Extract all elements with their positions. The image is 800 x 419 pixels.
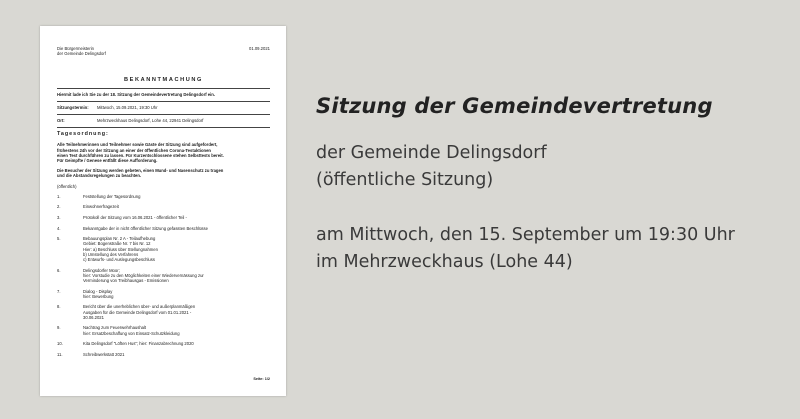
subtitle-line: (öffentliche Sitzung) <box>316 170 494 190</box>
agenda-item-number: 5. <box>57 236 61 242</box>
page-number: Seite: 1/2 <box>253 376 270 381</box>
notice-line: Die Besucher der Sitzung werden gebeten, einen Mund- und Nasenschutz zu tragen <box>57 168 224 174</box>
agenda-item-line: Schreibwerkstatt 2021 <box>83 351 125 357</box>
ort-value: Mehrzweckhaus Delingsdorf, Lohe 44, 22941 Delingsdorf <box>97 118 204 124</box>
sender-line: Die Bürgermeisterin <box>57 46 95 51</box>
sender-line: der Gemeinde Delingsdorf <box>57 51 106 57</box>
agenda-item-line: Bebauungsplan Nr. 2 A - Teilaufhebung <box>83 236 156 242</box>
agenda-document <box>40 26 286 396</box>
divider <box>57 101 270 102</box>
agenda-item-number: 1. <box>57 193 61 199</box>
notice-line: Für Geimpfte / Genese entfällt diese Aufforderung. <box>57 158 158 164</box>
divider <box>57 114 270 115</box>
agenda-item-line: c) Entwurfs- und Auslegungsbeschluss <box>83 257 155 263</box>
sender-block <box>57 46 106 56</box>
agenda-item-line: hier: Bewerbung <box>83 293 114 299</box>
agenda-item-number: 7. <box>57 288 61 294</box>
subtitle-line: der Gemeinde Delingsdorf <box>316 143 547 163</box>
agenda-item <box>57 352 270 357</box>
agenda-item-text <box>83 226 270 231</box>
agenda-item-line: Delingsdorfer Moor; <box>83 267 120 273</box>
agenda-item-text <box>83 268 270 284</box>
agenda-heading: Tagesordnung: <box>57 131 109 138</box>
when-line: am Mittwoch, den 15. September um 19:30 Uhr <box>316 225 735 245</box>
agenda-item-number: 2. <box>57 204 61 210</box>
termin-value: Mittwoch, 15.09.2021, 19:30 Uhr <box>97 104 158 110</box>
agenda-item-line: Protokoll der Sitzung vom 16.06.2021 - öffentlicher Teil - <box>83 215 187 221</box>
divider <box>57 88 270 89</box>
agenda-items <box>57 194 270 357</box>
when-line: im Mehrzweckhaus (Lohe 44) <box>316 252 573 272</box>
corona-notice <box>57 142 270 163</box>
agenda-item <box>57 226 270 231</box>
agenda-item-number: 8. <box>57 304 61 310</box>
announcement-title: Sitzung der Gemeindevertretung <box>316 94 713 118</box>
notice-line: frühestens 24h vor der Sitzung an einer der öffentlichen Corona-Testaktionen <box>57 147 211 153</box>
document-header <box>57 46 270 56</box>
termin-label: Sitzungstermin: <box>57 104 89 110</box>
agenda-item-text <box>83 215 270 220</box>
announcement-panel <box>316 92 792 276</box>
agenda-item-text <box>83 289 270 299</box>
agenda-item <box>57 194 270 199</box>
agenda-item-line: Ausgaben für die Gemeinde Delingsdorf vom 01.01.2021 - <box>83 309 192 315</box>
agenda-item-text <box>83 194 270 199</box>
agenda-item-line: Einwohnerfragezeit <box>83 204 119 210</box>
agenda-item-line: b) Umstellung des Verfahrens <box>83 251 139 257</box>
agenda-item-line: Verminderung von Treibhausgas - Emissionen <box>83 278 169 284</box>
notice-line: und die Abstandsregelungen zu beachten. <box>57 173 142 179</box>
ort-row <box>57 118 270 123</box>
mask-notice <box>57 168 270 178</box>
agenda-item <box>57 325 270 335</box>
divider <box>57 127 270 128</box>
agenda-item <box>57 304 270 320</box>
agenda-item <box>57 341 270 346</box>
agenda-item-number: 11. <box>57 351 63 357</box>
agenda-item-line: Kita Delingsdorf "Löften Hus"; hier: Finanzabrechnung 2020 <box>83 341 194 347</box>
termin-row <box>57 105 270 110</box>
agenda-item-line: 30.06.2021 <box>83 314 104 320</box>
announcement-when <box>316 222 792 276</box>
agenda-item-text <box>83 325 270 335</box>
ort-label: Ort: <box>57 118 65 124</box>
invite-text: Hiermit lade ich Sie zu der 18. Sitzung der Gemeindevertretung Delingsdorf ein. <box>57 91 215 97</box>
agenda-item-line: Dialog - Display <box>83 288 113 294</box>
agenda-item-line: Bekanntgabe der in nicht öffentlicher Sitzung gefassten Beschlüsse <box>83 225 208 231</box>
agenda-item-text <box>83 236 270 262</box>
agenda-item-line: Gebiet: Bogenstraße Nr. 7 bis Nr. 12 <box>83 241 151 247</box>
document-heading: BEKANNTMACHUNG <box>124 77 203 84</box>
agenda-item-number: 9. <box>57 325 61 331</box>
agenda-item <box>57 268 270 284</box>
agenda-item-number: 3. <box>57 215 61 221</box>
agenda-item-line: hier: Ersatzbeschaffung von Einsatz-Schutzkleidung <box>83 330 180 336</box>
agenda-item-text <box>83 341 270 346</box>
agenda-item <box>57 289 270 299</box>
agenda-item-line: Hier: a) Beschluss über Stellungnahmen <box>83 246 158 252</box>
agenda-item-line: Feststellung der Tagesordnung <box>83 193 141 199</box>
agenda-item-number: 10. <box>57 341 63 347</box>
agenda-item-text <box>83 304 270 320</box>
agenda-item <box>57 215 270 220</box>
announcement-subtitle <box>316 140 792 194</box>
public-label: (öffentlich) <box>57 183 77 189</box>
agenda-item-line: Nachtrag zum Feuerwehrhaushalt <box>83 325 147 331</box>
agenda-item <box>57 204 270 209</box>
agenda-item-line: hier: Vorstudie zu den Möglichkeiten einer Wiedervernässung zur <box>83 272 204 278</box>
notice-line: einen Test durchführen zu lassen. Für Kurzentschlossene stehen Selbsttests bereit. <box>57 152 224 158</box>
document-date: 01.09.2021 <box>249 46 270 51</box>
agenda-item-line: Bericht über die unerheblichen über- und außerplanmäßigen <box>83 304 196 310</box>
agenda-item-number: 6. <box>57 267 61 273</box>
notice-line: Alle Teilnehmerinnen und Teilnehmer sowie Gäste der Sitzung sind aufgefordert, <box>57 142 218 148</box>
agenda-item-text <box>83 204 270 209</box>
agenda-item <box>57 236 270 262</box>
agenda-item-number: 4. <box>57 225 61 231</box>
agenda-item-text <box>83 352 270 357</box>
